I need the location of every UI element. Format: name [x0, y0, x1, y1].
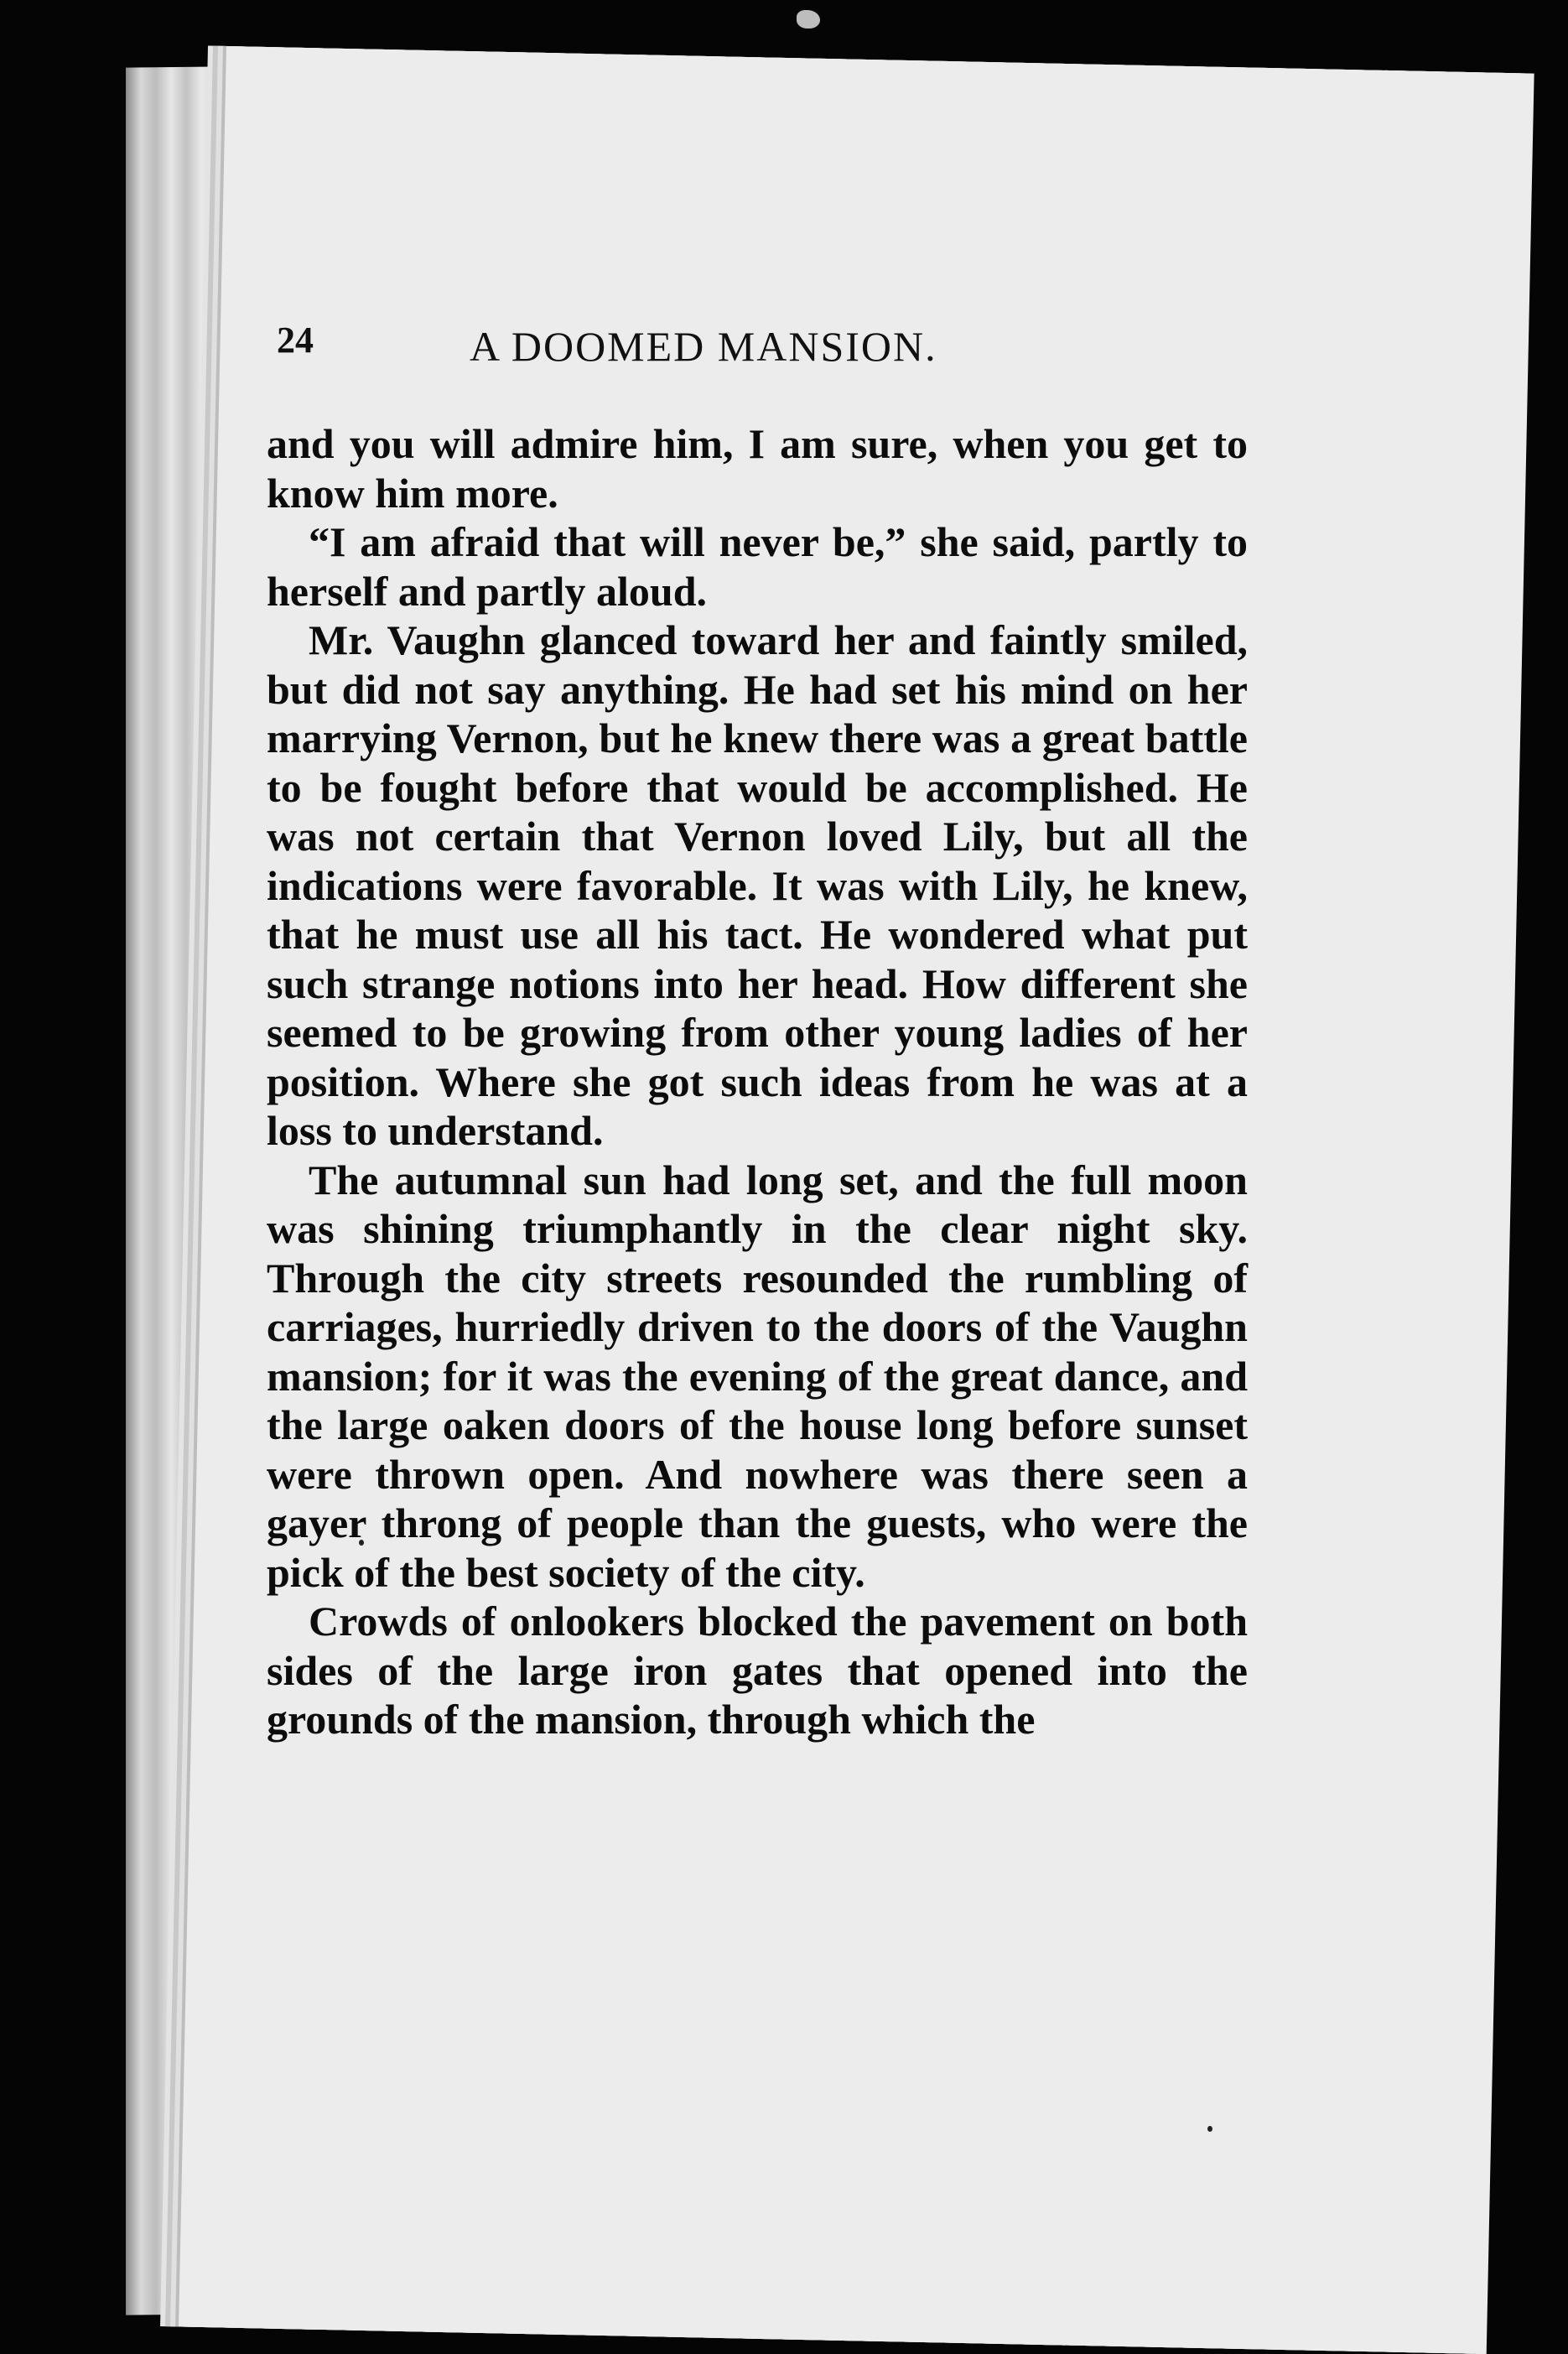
body-text — [267, 419, 1248, 1744]
scan-speck — [1207, 2126, 1212, 2132]
paragraph: “I am afraid that will never be,” she said, partly to herself and partly aloud. — [267, 518, 1248, 615]
running-title: A DOOMED MANSION. — [470, 323, 937, 370]
page-number: 24 — [277, 320, 314, 361]
running-header — [277, 319, 1266, 386]
paragraph: and you will admire him, I am sure, when you get to know him more. — [267, 420, 1248, 517]
paragraph: Mr. Vaughn glanced toward her and faintly smiled, but did not say anything. He had set his mind on her marrying Vernon, but he knew there was a great battle to be fought before that would be accomplished. He was not certain that Vernon loved Lily, but all the indications were favorable. It was with Lily, he knew, that he must use all his tact. He wondered what put such strange notions into her head. How different she seemed to be growing from other young ladies of her position. Where she got such ideas from he was at a loss to understand. — [267, 616, 1248, 1154]
paragraph: Crowds of onlookers blocked the pavement on both sides of the large iron gates that opened into the grounds of the mansion, through which the — [267, 1598, 1248, 1743]
scan-speck — [797, 10, 820, 29]
paragraph: The autumnal sun had long set, and the full moon was shining triumphantly in the clear night sky. Through the city streets resounded the rumbling of carriages, hurriedly driven to the doors of the Vaughn mansion; for it was the evening of the great dance, and the large oaken doors of the house long before sunset were thrown open. And nowhere was there seen a gayer throng of people than the guests, who were the pick of the best society of the city. — [267, 1156, 1248, 1596]
